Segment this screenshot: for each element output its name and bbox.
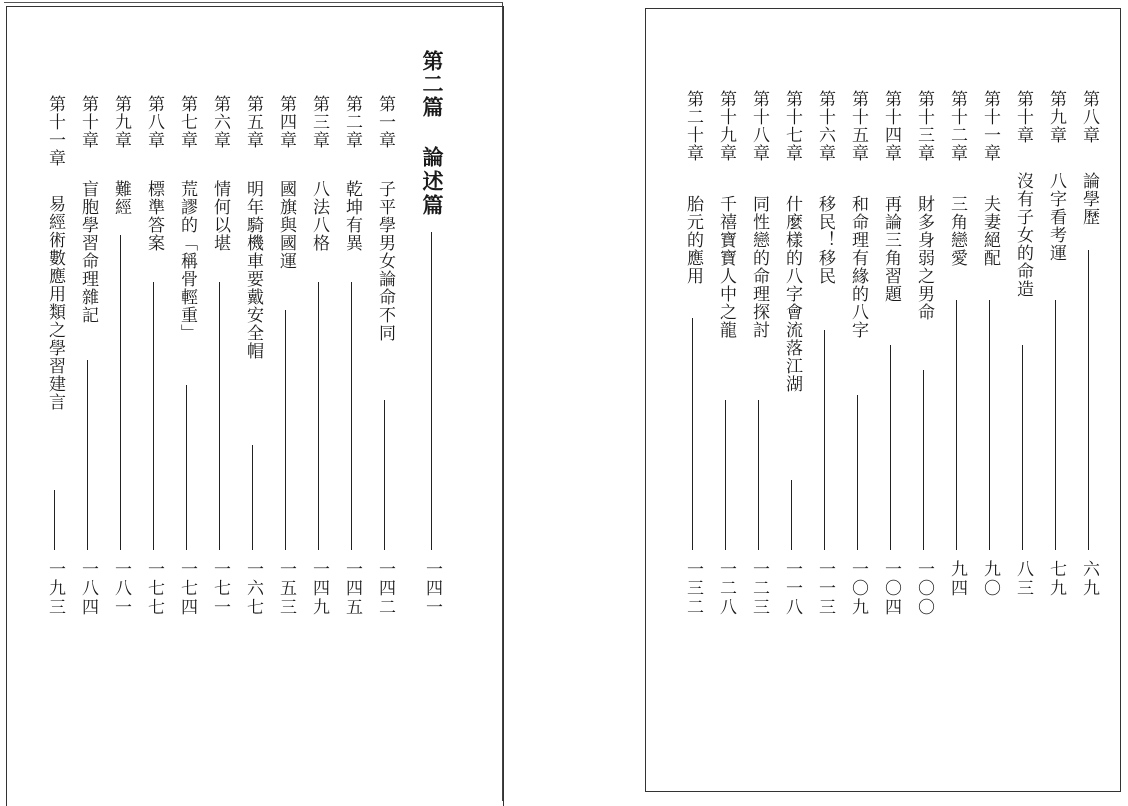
page-number: 一七一 bbox=[210, 560, 230, 617]
page-number: 一四一 bbox=[422, 560, 442, 617]
toc-entry[interactable] bbox=[76, 0, 100, 620]
leader-line bbox=[384, 400, 385, 550]
toc-entry[interactable] bbox=[681, 0, 705, 620]
chapter-title: 國旗與國運 bbox=[276, 180, 296, 270]
toc-entry[interactable] bbox=[813, 0, 837, 620]
part-title: 論述篇 bbox=[420, 146, 445, 218]
chapter-number: 第三章 bbox=[309, 95, 329, 149]
chapter-title: 夫妻絕配 bbox=[980, 195, 1000, 267]
toc-entry[interactable] bbox=[780, 0, 804, 620]
chapter-number: 第十章 bbox=[78, 95, 98, 149]
leader-line bbox=[857, 395, 858, 550]
page-number: 六九 bbox=[1079, 560, 1099, 598]
leader-line bbox=[1088, 250, 1089, 550]
chapter-number: 第十七章 bbox=[782, 90, 802, 162]
leader-line bbox=[153, 282, 154, 550]
chapter-number: 第十六章 bbox=[815, 90, 835, 162]
chapter-title: 移民！移民 bbox=[815, 195, 835, 285]
leader-line bbox=[285, 310, 286, 550]
chapter-number: 第十五章 bbox=[848, 90, 868, 162]
toc-entry[interactable] bbox=[879, 0, 903, 620]
page-number: 九四 bbox=[947, 560, 967, 598]
page-number: 一一八 bbox=[782, 560, 802, 617]
toc-entry[interactable] bbox=[109, 0, 133, 620]
chapter-title: 財多身弱之男命 bbox=[914, 195, 934, 321]
chapter-number: 第五章 bbox=[243, 95, 263, 149]
leader-line bbox=[725, 400, 726, 550]
chapter-title: 再論三角習題 bbox=[881, 195, 901, 303]
toc-entry[interactable] bbox=[208, 0, 232, 620]
page-number: 一七四 bbox=[177, 560, 197, 617]
book-gutter bbox=[506, 0, 644, 800]
chapter-title: 子平學男女論命不同 bbox=[375, 180, 395, 342]
leader-line bbox=[1022, 345, 1023, 550]
toc-entry[interactable] bbox=[175, 0, 199, 620]
chapter-title: 同性戀的命理探討 bbox=[749, 195, 769, 339]
toc-entry[interactable] bbox=[43, 0, 67, 620]
toc-entry[interactable] bbox=[945, 0, 969, 620]
toc-entry[interactable] bbox=[340, 0, 364, 620]
leader-line bbox=[1055, 300, 1056, 550]
chapter-number: 第六章 bbox=[210, 95, 230, 149]
chapter-title: 八字看考運 bbox=[1046, 172, 1066, 262]
chapter-title: 荒謬的「稱骨輕重」 bbox=[177, 180, 197, 342]
page-number: 一〇九 bbox=[848, 560, 868, 617]
chapter-title: 標準答案 bbox=[144, 180, 164, 252]
page-number: 一一三 bbox=[815, 560, 835, 617]
page-number: 七九 bbox=[1046, 560, 1066, 598]
leader-line bbox=[824, 330, 825, 550]
page-number: 一六七 bbox=[243, 560, 263, 617]
toc-entry[interactable] bbox=[978, 0, 1002, 620]
chapter-number: 第十章 bbox=[1013, 90, 1033, 144]
chapter-number: 第十一章 bbox=[980, 90, 1000, 162]
part-number: 第二篇 bbox=[420, 50, 445, 119]
toc-entry[interactable] bbox=[1011, 0, 1035, 620]
toc-entry[interactable] bbox=[241, 0, 265, 620]
leader-line bbox=[890, 345, 891, 550]
toc-part-heading bbox=[420, 0, 444, 620]
page-number: 一八四 bbox=[78, 560, 98, 617]
chapter-title: 難經 bbox=[111, 180, 131, 216]
leader-line bbox=[351, 282, 352, 550]
chapter-title: 沒有子女的命造 bbox=[1013, 172, 1033, 298]
chapter-title: 乾坤有異 bbox=[342, 180, 362, 252]
page-number: 一四五 bbox=[342, 560, 362, 617]
chapter-title: 胎元的應用 bbox=[683, 195, 703, 285]
chapter-number: 第四章 bbox=[276, 95, 296, 149]
toc-entry[interactable] bbox=[373, 0, 397, 620]
chapter-number: 第二章 bbox=[342, 95, 362, 149]
chapter-number: 第一章 bbox=[375, 95, 395, 149]
chapter-number: 第九章 bbox=[1046, 90, 1066, 144]
toc-entry[interactable] bbox=[912, 0, 936, 620]
page-number: 一五三 bbox=[276, 560, 296, 617]
leader-line bbox=[692, 318, 693, 550]
page-number: 一九三 bbox=[45, 560, 65, 617]
page-number: 一二八 bbox=[716, 560, 736, 617]
toc-entry[interactable] bbox=[274, 0, 298, 620]
chapter-title: 情何以堪 bbox=[210, 180, 230, 252]
chapter-title: 易經術數應用類之學習建言 bbox=[45, 195, 65, 411]
chapter-number: 第八章 bbox=[144, 95, 164, 149]
page-number: 九〇 bbox=[980, 560, 1000, 598]
chapter-number: 第九章 bbox=[111, 95, 131, 149]
leader-line bbox=[120, 235, 121, 550]
chapter-number: 第十八章 bbox=[749, 90, 769, 162]
leader-line bbox=[956, 300, 957, 550]
leader-line bbox=[923, 370, 924, 550]
chapter-title: 盲胞學習命理雜記 bbox=[78, 180, 98, 324]
page-number: 一三二 bbox=[683, 560, 703, 617]
chapter-title: 三角戀愛 bbox=[947, 195, 967, 267]
toc-entry[interactable] bbox=[1077, 0, 1101, 620]
chapter-number: 第十二章 bbox=[947, 90, 967, 162]
leader-line bbox=[758, 400, 759, 550]
chapter-number: 第二十章 bbox=[683, 90, 703, 162]
chapter-title: 八法八格 bbox=[309, 180, 329, 252]
page-number: 一二三 bbox=[749, 560, 769, 617]
chapter-number: 第十四章 bbox=[881, 90, 901, 162]
page-number: 一八一 bbox=[111, 560, 131, 617]
leader-line bbox=[431, 232, 432, 550]
page-number: 八三 bbox=[1013, 560, 1033, 598]
chapter-number: 第十三章 bbox=[914, 90, 934, 162]
page-number: 一七七 bbox=[144, 560, 164, 617]
chapter-title: 論學歷 bbox=[1079, 172, 1099, 226]
chapter-number: 第十九章 bbox=[716, 90, 736, 162]
chapter-number: 第十一章 bbox=[45, 95, 65, 167]
leader-line bbox=[54, 490, 55, 550]
toc-entry[interactable] bbox=[747, 0, 771, 620]
chapter-title: 千禧寶寶人中之龍 bbox=[716, 195, 736, 339]
leader-line bbox=[87, 360, 88, 550]
leader-line bbox=[186, 385, 187, 550]
chapter-number: 第八章 bbox=[1079, 90, 1099, 144]
toc-entry[interactable] bbox=[307, 0, 331, 620]
leader-line bbox=[318, 282, 319, 550]
leader-line bbox=[791, 480, 792, 550]
page-number: 一四九 bbox=[309, 560, 329, 617]
toc-entry[interactable] bbox=[846, 0, 870, 620]
leader-line bbox=[252, 445, 253, 550]
leader-line bbox=[219, 282, 220, 550]
leader-line bbox=[989, 300, 990, 550]
toc-entry[interactable] bbox=[714, 0, 738, 620]
page-number: 一〇四 bbox=[881, 560, 901, 617]
chapter-title: 和命理有緣的八字 bbox=[848, 195, 868, 339]
chapter-number: 第七章 bbox=[177, 95, 197, 149]
toc-entry[interactable] bbox=[142, 0, 166, 620]
toc-entry[interactable] bbox=[1044, 0, 1068, 620]
page-number: 一〇〇 bbox=[914, 560, 934, 617]
chapter-title: 什麼樣的八字會流落江湖 bbox=[782, 195, 802, 393]
chapter-title: 明年騎機車要戴安全帽 bbox=[243, 180, 263, 360]
page-number: 一四二 bbox=[375, 560, 395, 617]
